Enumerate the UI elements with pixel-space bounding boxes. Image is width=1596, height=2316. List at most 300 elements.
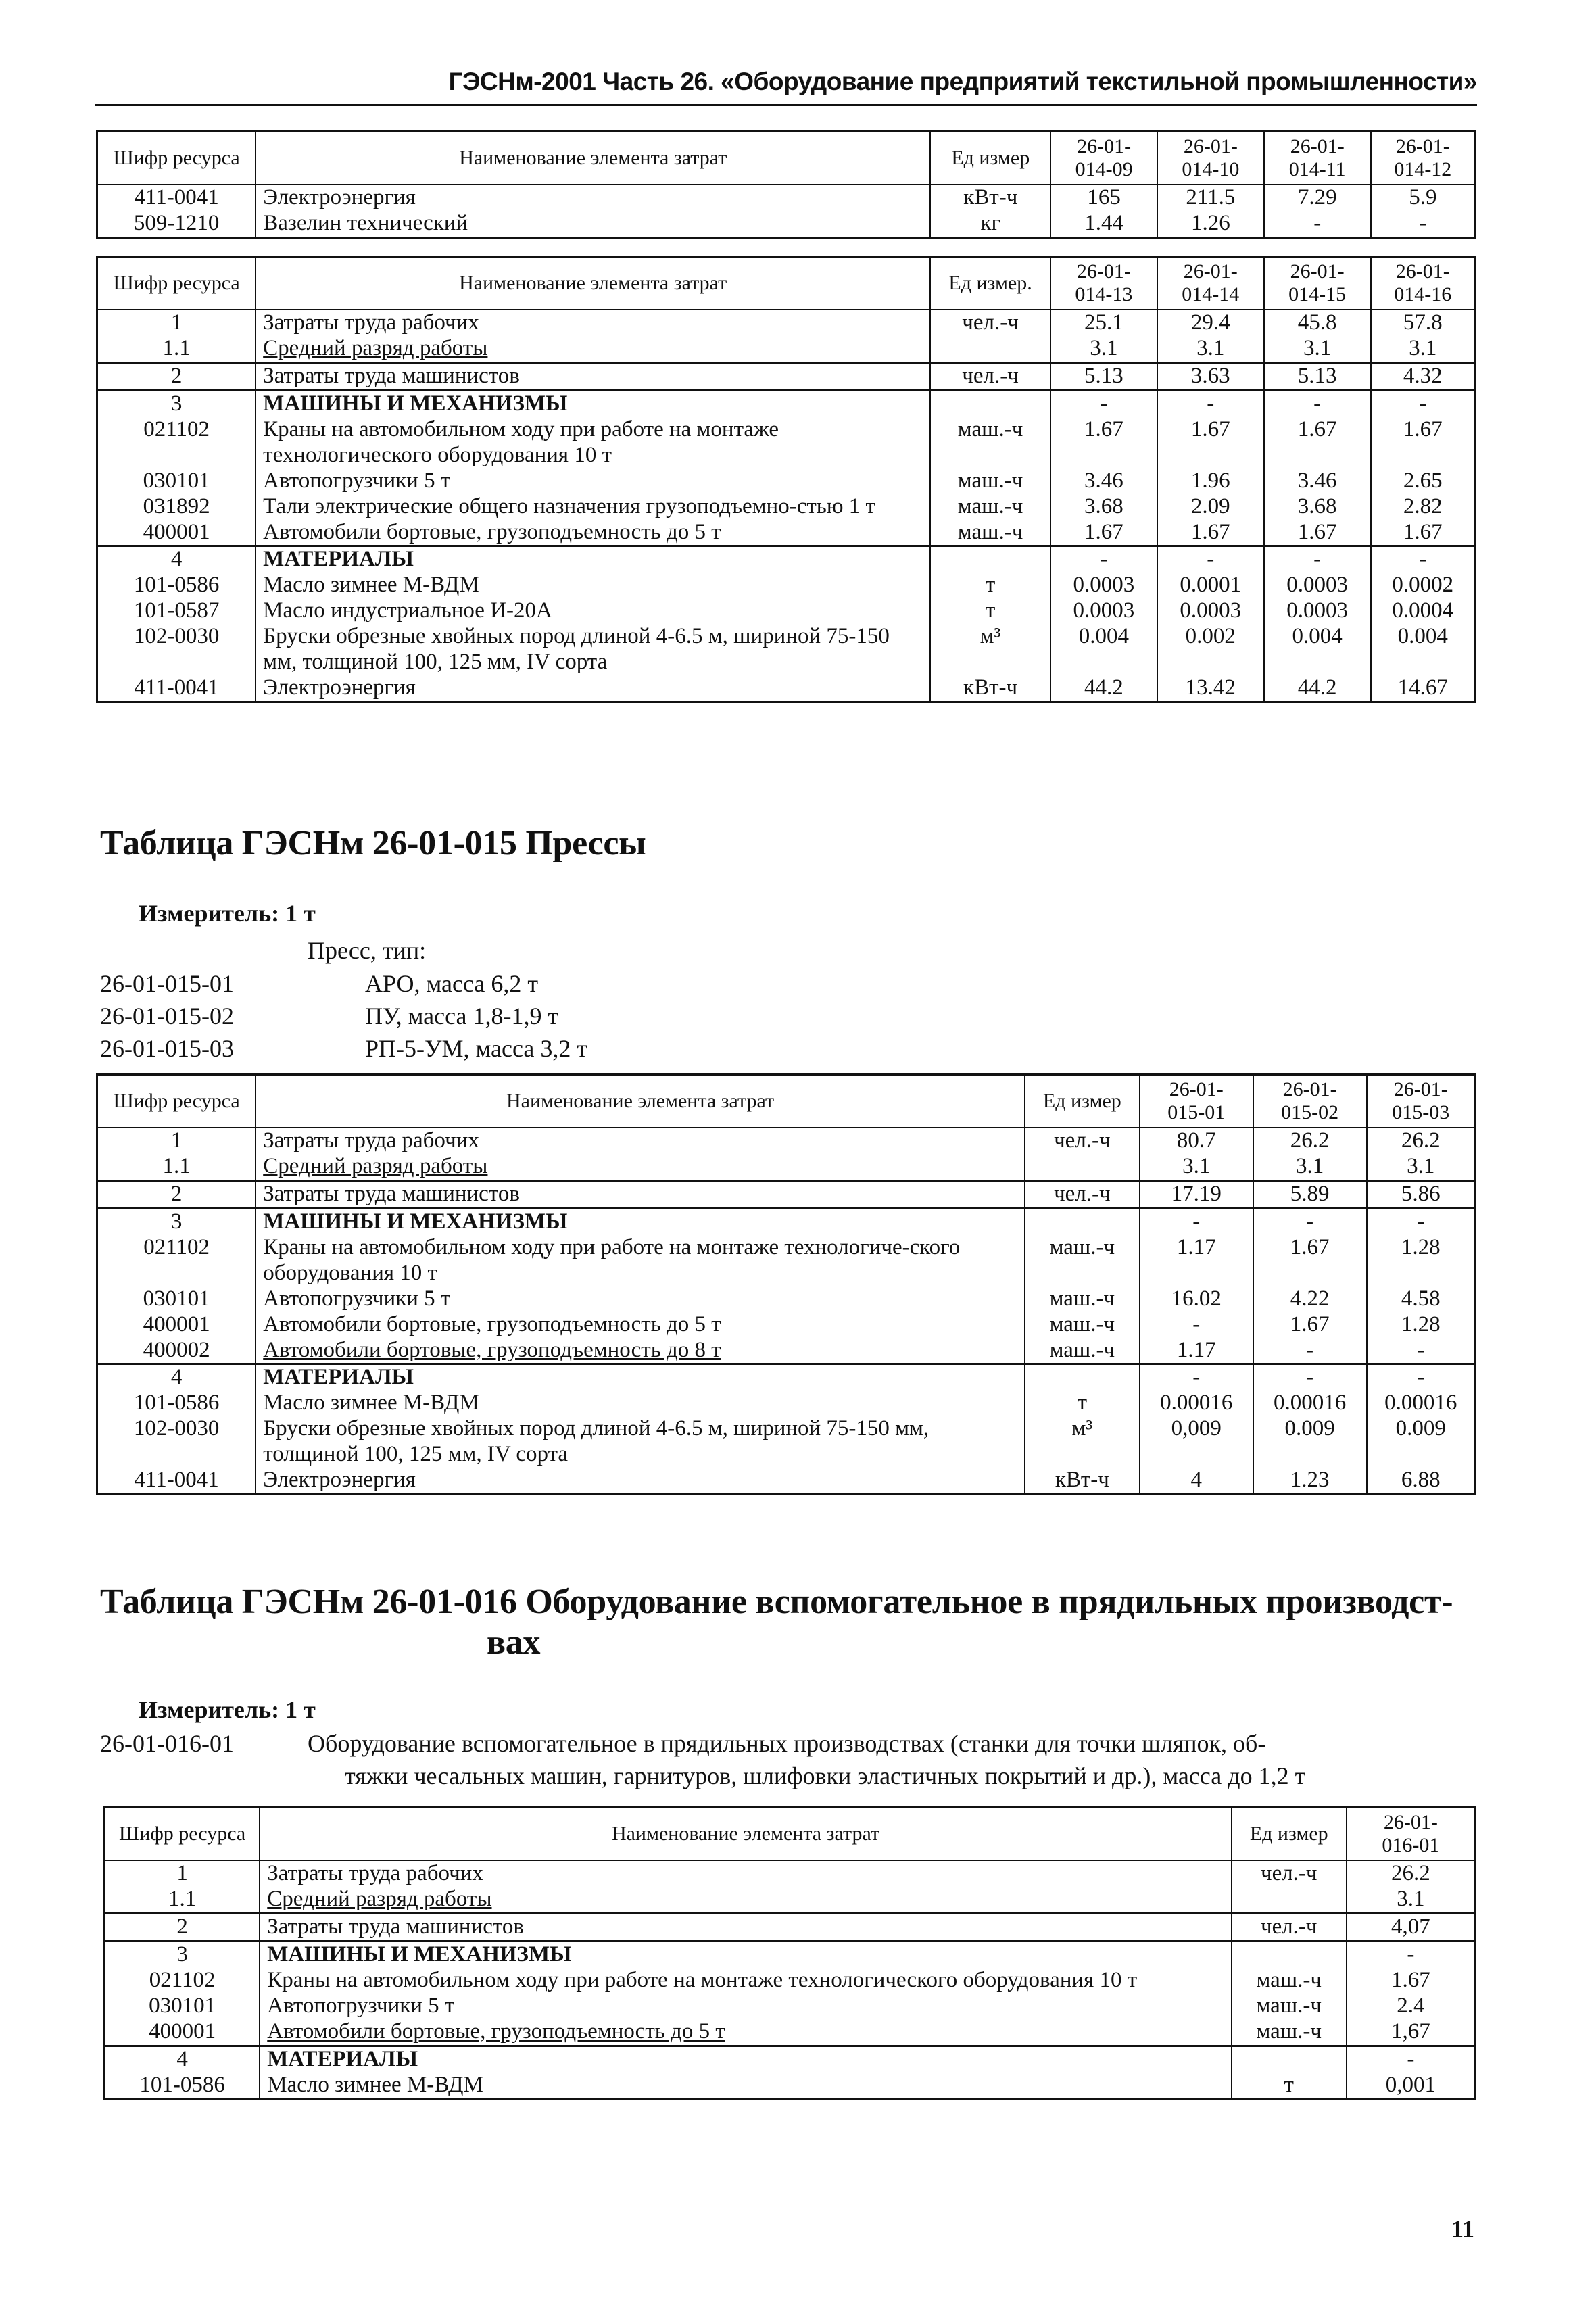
unit: кг [930,211,1050,237]
resource-code: 021102 [105,1968,260,1994]
value-cell: - [1367,1208,1476,1234]
column-header: 26-01- 016-01 [1347,1808,1476,1861]
press-item-code: 26-01-015-03 [100,1035,234,1062]
column-header: Наименование элемента затрат [256,257,930,310]
value-cell: - [1367,1338,1476,1364]
cost-element: Вазелин технический [256,211,930,237]
table-row [97,468,1476,494]
cost-element: Автомобили бортовые, грузоподъемность до 5 т [256,520,930,546]
table-row [105,1968,1476,1994]
value-cell: 1.67 [1347,1968,1476,1994]
table-row [97,494,1476,520]
resource-code: 4 [105,2046,260,2072]
press-item-text: РП-5-УМ, масса 3,2 т [365,1035,588,1062]
unit: т [930,573,1050,598]
cost-element: Затраты труда машинистов [260,1913,1232,1941]
value-cell: 1.67 [1264,417,1371,468]
resource-code: 021102 [97,1235,256,1286]
value-cell: 6.88 [1367,1468,1476,1494]
resource-code: 2 [97,362,256,390]
value-cell: 0.004 [1050,624,1157,675]
value-cell: - [1050,546,1157,573]
unit: маш.-ч [1025,1235,1140,1286]
resource-code: 031892 [97,494,256,520]
unit: т [1232,2073,1347,2099]
value-cell: 0.002 [1157,624,1264,675]
value-cell: 1.17 [1140,1338,1253,1364]
value-cell: 1.67 [1157,417,1264,468]
resource-code: 3 [97,1208,256,1234]
page-header: ГЭСНм-2001 Часть 26. «Оборудование предприятий текстильной промышленности» [448,68,1477,95]
value-cell: 3.1 [1050,336,1157,362]
value-cell: 5.9 [1371,185,1476,211]
cost-element: Электроэнергия [256,185,930,211]
value-cell: 3.63 [1157,362,1264,390]
resource-code: 1 [97,1128,256,1154]
table-row [105,1994,1476,2019]
value-cell: 5.86 [1367,1180,1476,1208]
value-cell: - [1367,1364,1476,1391]
table-row [97,362,1476,390]
table-row [97,417,1476,468]
value-cell: 3.1 [1140,1154,1253,1180]
value-cell: 1,67 [1347,2019,1476,2046]
resource-code: 4 [97,1364,256,1391]
column-header: 26-01- 015-02 [1253,1075,1367,1128]
value-cell: 3.68 [1264,494,1371,520]
unit: чел.-ч [1025,1128,1140,1154]
unit: маш.-ч [1232,1994,1347,2019]
cost-element: МАШИНЫ И МЕХАНИЗМЫ [256,1208,1025,1234]
unit: м³ [930,624,1050,675]
page-number: 11 [1451,2215,1474,2242]
value-cell: 0.0001 [1157,573,1264,598]
cost-element: Бруски обрезные хвойных пород длиной 4-6.5 м, шириной 75-150 мм, толщиной 100, 125 мм, IV сорта [256,1416,1025,1468]
value-cell: 7.29 [1264,185,1371,211]
column-header: 26-01- 015-03 [1367,1075,1476,1128]
header-rule [95,104,1477,106]
press-item-text: АРО, масса 6,2 т [365,970,539,997]
value-cell: 80.7 [1140,1128,1253,1154]
value-cell: 0.0003 [1050,573,1157,598]
resource-code: 2 [97,1180,256,1208]
table-row [97,1180,1476,1208]
value-cell: 0.00016 [1253,1391,1367,1416]
value-cell: 0.0003 [1264,598,1371,624]
unit: м³ [1025,1416,1140,1468]
value-cell: 29.4 [1157,310,1264,336]
unit: чел.-ч [1025,1180,1140,1208]
value-cell: 0.0003 [1050,598,1157,624]
unit: маш.-ч [930,520,1050,546]
value-cell: 26.2 [1253,1128,1367,1154]
cost-element: Затраты труда рабочих [260,1860,1232,1887]
cost-element: Масло индустриальное И-20А [256,598,930,624]
value-cell: - [1371,211,1476,237]
value-cell: 17.19 [1140,1180,1253,1208]
table-row [97,546,1476,573]
unit: чел.-ч [1232,1913,1347,1941]
cost-element: Бруски обрезные хвойных пород длиной 4-6.5 м, шириной 75-150 мм, толщиной 100, 125 мм, IV сорта [256,624,930,675]
table-row [97,1235,1476,1286]
table-015 [96,1073,1476,1495]
column-header: Наименование элемента затрат [256,132,930,185]
unit: чел.-ч [930,310,1050,336]
column-header: 26-01- 014-11 [1264,132,1371,185]
value-cell: 1.67 [1157,520,1264,546]
resource-code: 1.1 [97,1154,256,1180]
cost-element: Краны на автомобильном ходу при работе на монтаже технологического оборудования 10 т [256,417,930,468]
value-cell: - [1157,546,1264,573]
unit: чел.-ч [1232,1860,1347,1887]
value-cell: - [1253,1208,1367,1234]
value-cell: 3.1 [1264,336,1371,362]
cost-element: Электроэнергия [256,1468,1025,1494]
unit: маш.-ч [1025,1286,1140,1312]
table-row [97,1391,1476,1416]
value-cell: 1.67 [1371,520,1476,546]
cost-element: МАТЕРИАЛЫ [256,1364,1025,1391]
table-row [97,1286,1476,1312]
unit: кВт-ч [1025,1468,1140,1494]
resource-code: 411-0041 [97,675,256,702]
table-row [97,1364,1476,1391]
press-type-label: Пресс, тип: [308,937,427,964]
table-row [105,1887,1476,1913]
value-cell: 4.58 [1367,1286,1476,1312]
value-cell: 57.8 [1371,310,1476,336]
header-row [105,1808,1476,1861]
column-header: Ед измер [1025,1075,1140,1128]
unit [1232,1887,1347,1913]
resource-code: 101-0586 [105,2073,260,2099]
unit: маш.-ч [1232,2019,1347,2046]
cost-element: Автомобили бортовые, грузоподъемность до 8 т [256,1338,1025,1364]
table-016-caption-line2: вах [487,1623,541,1662]
value-cell: 0.009 [1367,1416,1476,1468]
column-header: 26-01- 014-12 [1371,132,1476,185]
value-cell: 211.5 [1157,185,1264,211]
resource-code: 3 [97,390,256,416]
table-row [105,1941,1476,1967]
column-header: 26-01- 014-14 [1157,257,1264,310]
value-cell: 0.0002 [1371,573,1476,598]
column-header: Наименование элемента затрат [256,1075,1025,1128]
column-header: Ед измер. [930,257,1050,310]
resource-code: 101-0586 [97,573,256,598]
cost-element: Затраты труда машинистов [256,1180,1025,1208]
value-cell: 2.65 [1371,468,1476,494]
table-row [97,1468,1476,1494]
unit [1232,1941,1347,1967]
value-cell: 1.17 [1140,1235,1253,1286]
column-header: 26-01- 014-09 [1050,132,1157,185]
cost-element: Краны на автомобильном ходу при работе на монтаже технологиче-ского оборудования 10 т [256,1235,1025,1286]
value-cell: - [1264,390,1371,416]
value-cell: 1.28 [1367,1312,1476,1338]
unit: маш.-ч [930,494,1050,520]
unit: маш.-ч [1025,1338,1140,1364]
table-row [97,1154,1476,1180]
value-cell: 2.82 [1371,494,1476,520]
value-cell: 0.004 [1371,624,1476,675]
measure-label: Измеритель: [139,1696,280,1723]
value-cell: 0,001 [1347,2073,1476,2099]
value-cell: 1.28 [1367,1235,1476,1286]
cost-element: МАШИНЫ И МЕХАНИЗМЫ [256,390,930,416]
table-015-caption: Таблица ГЭСНм 26-01-015 Прессы [100,824,646,863]
value-cell: 4.22 [1253,1286,1367,1312]
resource-code: 1.1 [105,1887,260,1913]
value-cell: - [1347,2046,1476,2072]
column-header: Шифр ресурса [97,257,256,310]
table-row [105,1913,1476,1941]
cost-element: Автопогрузчики 5 т [256,468,930,494]
value-cell: 44.2 [1264,675,1371,702]
measure-value: 1 т [285,900,316,927]
table-row [97,1128,1476,1154]
value-cell: 2.09 [1157,494,1264,520]
value-cell: 26.2 [1367,1128,1476,1154]
resource-code: 400001 [97,1312,256,1338]
cost-element: Затраты труда рабочих [256,1128,1025,1154]
value-cell: 1.67 [1371,417,1476,468]
cost-element: Затраты труда машинистов [256,362,930,390]
resource-code: 400002 [97,1338,256,1364]
resource-code: 102-0030 [97,1416,256,1468]
table-016 [103,1806,1476,2100]
unit: т [1025,1391,1140,1416]
value-cell: 3.1 [1347,1887,1476,1913]
value-cell: 0,009 [1140,1416,1253,1468]
value-cell: 1.67 [1264,520,1371,546]
column-header: 26-01- 014-13 [1050,257,1157,310]
value-cell: 4 [1140,1468,1253,1494]
unit [1025,1154,1140,1180]
measure-label: Измеритель: [139,900,280,927]
press-item-code: 26-01-015-01 [100,970,234,997]
unit: кВт-ч [930,185,1050,211]
table-row [97,336,1476,362]
value-cell: 1.26 [1157,211,1264,237]
table-row [97,1208,1476,1234]
table-row [97,1416,1476,1468]
value-cell: - [1253,1364,1367,1391]
table-row [105,1860,1476,1887]
cost-element: МАТЕРИАЛЫ [260,2046,1232,2072]
resource-code: 400001 [97,520,256,546]
value-cell: 0.0003 [1157,598,1264,624]
column-header: 26-01- 014-10 [1157,132,1264,185]
press-item-code: 26-01-015-02 [100,1003,234,1030]
table-row [97,1312,1476,1338]
unit: маш.-ч [930,417,1050,468]
value-cell: 44.2 [1050,675,1157,702]
table-014-13-16 [96,256,1476,703]
resource-code: 4 [97,546,256,573]
value-cell: 5.13 [1050,362,1157,390]
table-row [97,310,1476,336]
resource-code: 1 [97,310,256,336]
value-cell: 0.0003 [1264,573,1371,598]
table-014-09-12 [96,130,1476,239]
resource-code: 2 [105,1913,260,1941]
resource-code: 3 [105,1941,260,1967]
value-cell: - [1347,1941,1476,1967]
header-row [97,257,1476,310]
press-item-text: ПУ, масса 1,8-1,9 т [365,1003,559,1030]
value-cell: - [1264,546,1371,573]
value-cell: 1.67 [1253,1235,1367,1286]
cost-element: МАТЕРИАЛЫ [256,546,930,573]
value-cell: - [1140,1208,1253,1234]
measure-015 [139,899,316,928]
value-cell: 0.0004 [1371,598,1476,624]
item-016-text-line1: Оборудование вспомогательное в прядильных производствах (станки для точки шляпок, об- [308,1730,1266,1757]
unit: т [930,598,1050,624]
table-row [97,598,1476,624]
resource-code: 102-0030 [97,624,256,675]
item-016-text-line2: тяжки чесальных машин, гарнитуров, шлифовки эластичных покрытий и др.), масса до 1,2 т [345,1762,1306,1789]
resource-code: 400001 [105,2019,260,2046]
value-cell: 45.8 [1264,310,1371,336]
value-cell: - [1371,390,1476,416]
cost-element: Масло зимнее М-ВДМ [260,2073,1232,2099]
value-cell: 1.23 [1253,1468,1367,1494]
column-header: Ед измер [930,132,1050,185]
value-cell: 3.46 [1264,468,1371,494]
column-header: Шифр ресурса [105,1808,260,1861]
value-cell: 0.009 [1253,1416,1367,1468]
value-cell: - [1157,390,1264,416]
cost-element: Электроэнергия [256,675,930,702]
value-cell: 3.46 [1050,468,1157,494]
resource-code: 1 [105,1860,260,1887]
value-cell: - [1253,1338,1367,1364]
table-row [105,2019,1476,2046]
value-cell: 3.1 [1253,1154,1367,1180]
cost-element: Средний разряд работы [256,336,930,362]
unit [1232,2046,1347,2072]
measure-016 [139,1695,316,1724]
resource-code: 030101 [105,1994,260,2019]
resource-code: 021102 [97,417,256,468]
value-cell: 3.68 [1050,494,1157,520]
value-cell: 3.1 [1367,1154,1476,1180]
table-row [97,1338,1476,1364]
table-row [97,390,1476,416]
column-header: Наименование элемента затрат [260,1808,1232,1861]
cost-element: Автомобили бортовые, грузоподъемность до 5 т [260,2019,1232,2046]
table-row [97,211,1476,237]
cost-element: Тали электрические общего назначения грузоподъемно-стью 1 т [256,494,930,520]
value-cell: 1.67 [1050,417,1157,468]
value-cell: 5.13 [1264,362,1371,390]
value-cell: 5.89 [1253,1180,1367,1208]
table-row [105,2073,1476,2099]
resource-code: 030101 [97,468,256,494]
value-cell: 1.67 [1253,1312,1367,1338]
value-cell: 4.32 [1371,362,1476,390]
value-cell: 16.02 [1140,1286,1253,1312]
cost-element: Автомобили бортовые, грузоподъемность до 5 т [256,1312,1025,1338]
unit [1025,1208,1140,1234]
unit: чел.-ч [930,362,1050,390]
value-cell: 1.96 [1157,468,1264,494]
value-cell: - [1050,390,1157,416]
value-cell: 2.4 [1347,1994,1476,2019]
table-row [97,573,1476,598]
unit: кВт-ч [930,675,1050,702]
resource-code: 411-0041 [97,185,256,211]
column-header: Шифр ресурса [97,132,256,185]
cost-element: Краны на автомобильном ходу при работе на монтаже технологического оборудования 10 т [260,1968,1232,1994]
value-cell: - [1140,1364,1253,1391]
resource-code: 509-1210 [97,211,256,237]
resource-code: 030101 [97,1286,256,1312]
cost-element: Автопогрузчики 5 т [260,1994,1232,2019]
value-cell: 13.42 [1157,675,1264,702]
value-cell: 14.67 [1371,675,1476,702]
resource-code: 1.1 [97,336,256,362]
unit: маш.-ч [1232,1968,1347,1994]
column-header: 26-01- 014-15 [1264,257,1371,310]
unit [930,336,1050,362]
value-cell: 0.00016 [1367,1391,1476,1416]
resource-code: 411-0041 [97,1468,256,1494]
cost-element: Масло зимнее М-ВДМ [256,1391,1025,1416]
value-cell: 26.2 [1347,1860,1476,1887]
value-cell: 25.1 [1050,310,1157,336]
value-cell: 3.1 [1371,336,1476,362]
value-cell: - [1371,546,1476,573]
cost-element: МАШИНЫ И МЕХАНИЗМЫ [260,1941,1232,1967]
unit [1025,1364,1140,1391]
cost-element: Автопогрузчики 5 т [256,1286,1025,1312]
cost-element: Средний разряд работы [256,1154,1025,1180]
cost-element: Средний разряд работы [260,1887,1232,1913]
header-row [97,132,1476,185]
unit [930,546,1050,573]
column-header: Шифр ресурса [97,1075,256,1128]
value-cell: 0.00016 [1140,1391,1253,1416]
value-cell: - [1140,1312,1253,1338]
item-016-code: 26-01-016-01 [100,1730,234,1757]
value-cell: 0.004 [1264,624,1371,675]
resource-code: 101-0587 [97,598,256,624]
unit: маш.-ч [930,468,1050,494]
value-cell: 1.67 [1050,520,1157,546]
value-cell: 3.1 [1157,336,1264,362]
measure-value: 1 т [285,1696,316,1723]
header-row [97,1075,1476,1128]
value-cell: 4,07 [1347,1913,1476,1941]
value-cell: - [1264,211,1371,237]
unit: маш.-ч [1025,1312,1140,1338]
column-header: Ед измер [1232,1808,1347,1861]
value-cell: 165 [1050,185,1157,211]
table-row [97,185,1476,211]
value-cell: 1.44 [1050,211,1157,237]
table-row [97,520,1476,546]
table-row [97,675,1476,702]
table-row [105,2046,1476,2072]
column-header: 26-01- 015-01 [1140,1075,1253,1128]
cost-element: Масло зимнее М-ВДМ [256,573,930,598]
table-016-caption-line1: Таблица ГЭСНм 26-01-016 Оборудование вспомогательное в прядильных производст- [100,1583,1453,1621]
resource-code: 101-0586 [97,1391,256,1416]
unit [930,390,1050,416]
